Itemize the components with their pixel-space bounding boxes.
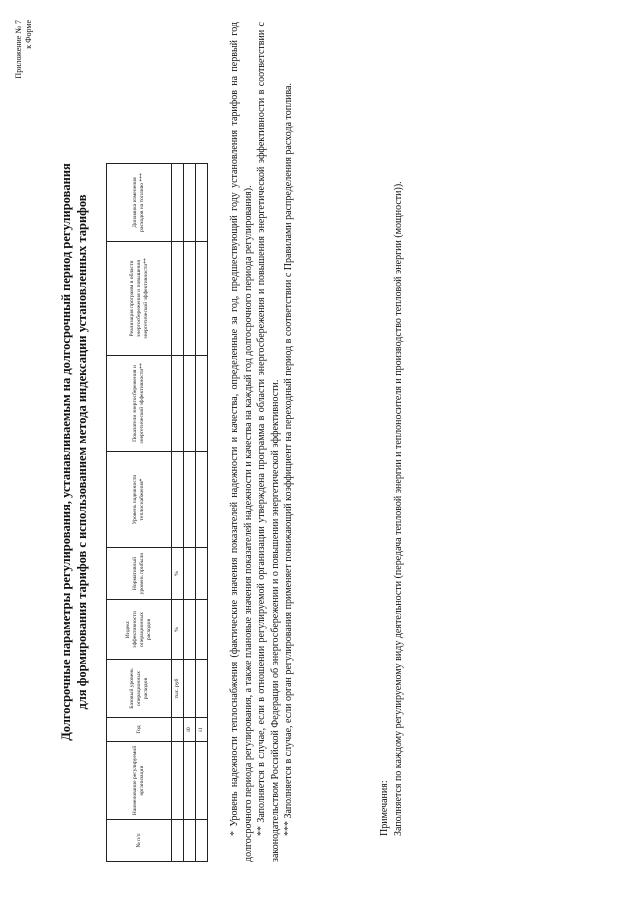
unit-cell: % bbox=[172, 600, 184, 660]
header-cell: Наименование регулируемой организации bbox=[107, 742, 172, 820]
header-cell: Нормативный уровень прибыли bbox=[107, 548, 172, 600]
table-cell bbox=[196, 452, 208, 548]
table-cell bbox=[196, 242, 208, 356]
header-cell: Год bbox=[107, 718, 172, 742]
table-cell: i1 bbox=[196, 718, 208, 742]
header-row bbox=[107, 164, 172, 862]
appendix-form: к Форме bbox=[24, 20, 33, 49]
remarks-text: Заполняется по каждому регулируемому виду деятельности (передача тепловой энергии и теплоносителя и производство тепловой энергии (мощности)). bbox=[392, 181, 404, 836]
appendix-number: Приложение № 7 bbox=[14, 20, 23, 79]
unit-cell bbox=[172, 742, 184, 820]
header-cell: Уровень надежности теплоснабжения* bbox=[107, 452, 172, 548]
footnote-fuel: *** Заполняется в случае, если орган регулирования применяет понижающий коэффициент на переходный период в соответствии с Правилами распределения расхода топлива. bbox=[283, 83, 295, 836]
unit-cell bbox=[172, 820, 184, 862]
table-cell bbox=[184, 820, 196, 862]
units-row bbox=[172, 164, 184, 862]
appendix-label bbox=[14, 20, 34, 150]
document-title bbox=[58, 72, 90, 832]
table-cell bbox=[196, 356, 208, 452]
table-cell bbox=[184, 742, 196, 820]
table-cell: i0 bbox=[184, 718, 196, 742]
header-cell: Реализация программ в области энергосбережения и повышения энергетической эффективности** bbox=[107, 242, 172, 356]
unit-cell: тыс. руб bbox=[172, 660, 184, 718]
header-cell: Динамика изменения расходов на топливо *** bbox=[107, 164, 172, 242]
header-cell: № п/п bbox=[107, 820, 172, 862]
header-cell: Базовый уровень операционных расходов bbox=[107, 660, 172, 718]
header-cell: Показатели энергосбережения и энергетической эффективности** bbox=[107, 356, 172, 452]
title-line-2: для формирования тарифов с использованием метода индексации установленных тарифов bbox=[75, 194, 89, 710]
table-cell bbox=[196, 742, 208, 820]
table-cell bbox=[184, 660, 196, 718]
footnote-reliability: * Уровень надежности теплоснабжения (фактические значения показателей надежности и качества, определенные за год, предшествующий году установления тарифов на первый год долгосрочного периода регулирования, а также плановые значения показателей надежности и качества на каждый год долгосрочного периода регулирования). bbox=[229, 22, 254, 862]
table-cell bbox=[184, 242, 196, 356]
table-cell bbox=[184, 164, 196, 242]
rotated-page bbox=[10, 12, 630, 892]
remarks-heading: Примечания: bbox=[379, 780, 390, 836]
table-cell bbox=[196, 164, 208, 242]
table-cell bbox=[184, 452, 196, 548]
remarks bbox=[378, 22, 405, 862]
unit-cell bbox=[172, 718, 184, 742]
footnote-energy-saving: ** Заполняется в случае, если в отношении регулируемой организации утверждена программа в области энергосбережения и повышения энергетической эффективности в соответствии с законодательством Российской Федерации об энергосбережении и о повышении энергетической эффективности. bbox=[256, 22, 281, 862]
table-row bbox=[196, 164, 208, 862]
table-cell bbox=[184, 600, 196, 660]
footnotes bbox=[228, 22, 296, 862]
table-cell bbox=[196, 820, 208, 862]
table-row bbox=[184, 164, 196, 862]
unit-cell bbox=[172, 452, 184, 548]
title-line-1: Долгосрочные параметры регулирования, устанавливаемым на долгосрочный период регулирования bbox=[59, 163, 73, 741]
unit-cell bbox=[172, 356, 184, 452]
table-cell bbox=[196, 600, 208, 660]
parameters-table bbox=[106, 163, 208, 862]
table-cell bbox=[196, 660, 208, 718]
unit-cell bbox=[172, 164, 184, 242]
header-cell: Индекс эффективности операционных расходов bbox=[107, 600, 172, 660]
unit-cell: % bbox=[172, 548, 184, 600]
table-cell bbox=[184, 356, 196, 452]
unit-cell bbox=[172, 242, 184, 356]
table-cell bbox=[184, 548, 196, 600]
table-cell bbox=[196, 548, 208, 600]
